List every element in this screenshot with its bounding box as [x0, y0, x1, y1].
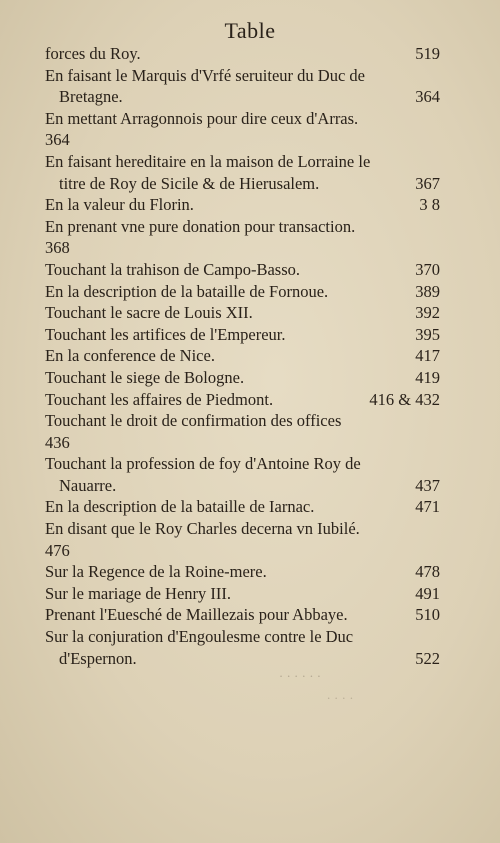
- entry-line: [45, 410, 440, 432]
- page-number: 417: [415, 346, 440, 366]
- page-number: 436: [45, 432, 70, 452]
- index-entry: [45, 561, 440, 583]
- entry-text: d'Espernon.: [59, 648, 137, 668]
- page-title: Table: [224, 18, 276, 43]
- entry-text: Sur la Regence de la Roine-mere.: [45, 562, 267, 582]
- entry-line: [45, 648, 440, 670]
- entry-text: En faisant le Marquis d'Vrfé seruiteur du Duc de: [45, 65, 365, 85]
- index-entry: [45, 518, 440, 561]
- entry-line: [45, 43, 440, 65]
- entry-text: En la conference de Nice.: [45, 346, 215, 366]
- entry-line: [45, 302, 440, 324]
- page-number: 395: [415, 324, 440, 344]
- index-entry: [45, 216, 440, 259]
- entry-text: Nauarre.: [59, 475, 117, 495]
- entry-text: Touchant la profession de foy d'Antoine Roy de: [45, 454, 361, 474]
- entry-text: Touchant le siege de Bologne.: [45, 367, 245, 387]
- index-entry: [45, 108, 440, 151]
- index-entry: [45, 604, 440, 626]
- entry-line: [45, 345, 440, 367]
- index-entry: [45, 367, 440, 389]
- entry-text: Sur le mariage de Henry III.: [45, 583, 232, 603]
- page-number: 522: [415, 648, 440, 668]
- index-entry: [45, 281, 440, 303]
- entry-line: [45, 626, 440, 648]
- page-number: 370: [415, 259, 440, 279]
- index-entry: [45, 496, 440, 518]
- index-entry: [45, 302, 440, 324]
- page-number: 367: [415, 173, 440, 193]
- index-entry: [45, 453, 440, 496]
- index-entry: [45, 389, 440, 411]
- page-number: 3 8: [419, 195, 440, 215]
- page-number: 491: [415, 583, 440, 603]
- entry-text: Bretagne.: [59, 87, 123, 107]
- page-number: 437: [415, 475, 440, 495]
- entry-line: [45, 518, 440, 540]
- index-entry: [45, 43, 440, 65]
- entry-line: [45, 86, 440, 108]
- index-entry: [45, 626, 440, 669]
- entry-line: [45, 259, 440, 281]
- entry-line: [45, 389, 440, 411]
- bleed-through-text: · · · ·: [326, 691, 354, 706]
- entry-line: [45, 496, 440, 518]
- page-number: 519: [415, 44, 440, 63]
- index-entry: [45, 583, 440, 605]
- index-entries: [45, 43, 440, 669]
- entry-text: En mettant Arragonnois pour dire ceux d'Arras.: [45, 108, 359, 128]
- entry-line: [45, 367, 440, 389]
- entry-line: [45, 108, 440, 130]
- entry-text: Sur la conjuration d'Engoulesme contre le Duc: [45, 627, 354, 647]
- entry-text: Touchant le sacre de Louis XII.: [45, 303, 253, 323]
- entry-text: En la valeur du Florin.: [45, 195, 194, 215]
- entry-text: Touchant les artifices de l'Empereur.: [45, 324, 286, 344]
- entry-line: [45, 65, 440, 87]
- index-entry: [45, 151, 440, 194]
- entry-line: [45, 324, 440, 346]
- page-number: 368: [45, 238, 70, 258]
- page-number: 364: [45, 130, 70, 150]
- page-number: 416 & 432: [369, 389, 440, 409]
- page-number: 364: [415, 87, 440, 107]
- entry-line: [45, 475, 440, 497]
- index-entry: [45, 324, 440, 346]
- entry-line: [45, 216, 440, 238]
- entry-line: [45, 281, 440, 303]
- entry-text: Touchant le droit de confirmation des offices: [45, 411, 342, 431]
- index-entry: [45, 345, 440, 367]
- page-number: 478: [415, 562, 440, 582]
- page-number: 389: [415, 281, 440, 301]
- page-number: 392: [415, 303, 440, 323]
- entry-line: [45, 129, 440, 151]
- entry-line: [45, 604, 440, 626]
- entry-text: En disant que le Roy Charles decerna vn Iubilé.: [45, 519, 360, 539]
- entry-line: [45, 561, 440, 583]
- entry-line: [45, 583, 440, 605]
- bleed-through-text: · · · · · ·: [278, 669, 322, 684]
- entry-line: [45, 151, 440, 173]
- entry-text: Prenant l'Euesché de Maillezais pour Abbaye.: [45, 605, 348, 625]
- entry-text: En faisant hereditaire en la maison de Lorraine le: [45, 151, 371, 171]
- page-number: 510: [415, 605, 440, 625]
- index-entry: [45, 65, 440, 108]
- entry-text: En la description de la bataille de Iarnac.: [45, 497, 315, 517]
- index-entry: [45, 259, 440, 281]
- entry-text: En la description de la bataille de Fornoue.: [45, 281, 329, 301]
- entry-text: titre de Roy de Sicile & de Hierusalem.: [59, 173, 320, 193]
- entry-text: En prenant vne pure donation pour transaction.: [45, 216, 356, 236]
- entry-line: [45, 432, 440, 454]
- page-number: 419: [415, 367, 440, 387]
- entry-text: forces du Roy.: [45, 44, 141, 63]
- index-entry: [45, 194, 440, 216]
- entry-line: [45, 237, 440, 259]
- page-number: 471: [415, 497, 440, 517]
- entry-text: Touchant la trahison de Campo-Basso.: [45, 259, 301, 279]
- index-entry: [45, 410, 440, 453]
- entry-line: [45, 173, 440, 195]
- entry-text: Touchant les affaires de Piedmont.: [45, 389, 274, 409]
- entry-line: [45, 194, 440, 216]
- entry-line: [45, 453, 440, 475]
- page-number: 476: [45, 540, 70, 560]
- entry-line: [45, 540, 440, 562]
